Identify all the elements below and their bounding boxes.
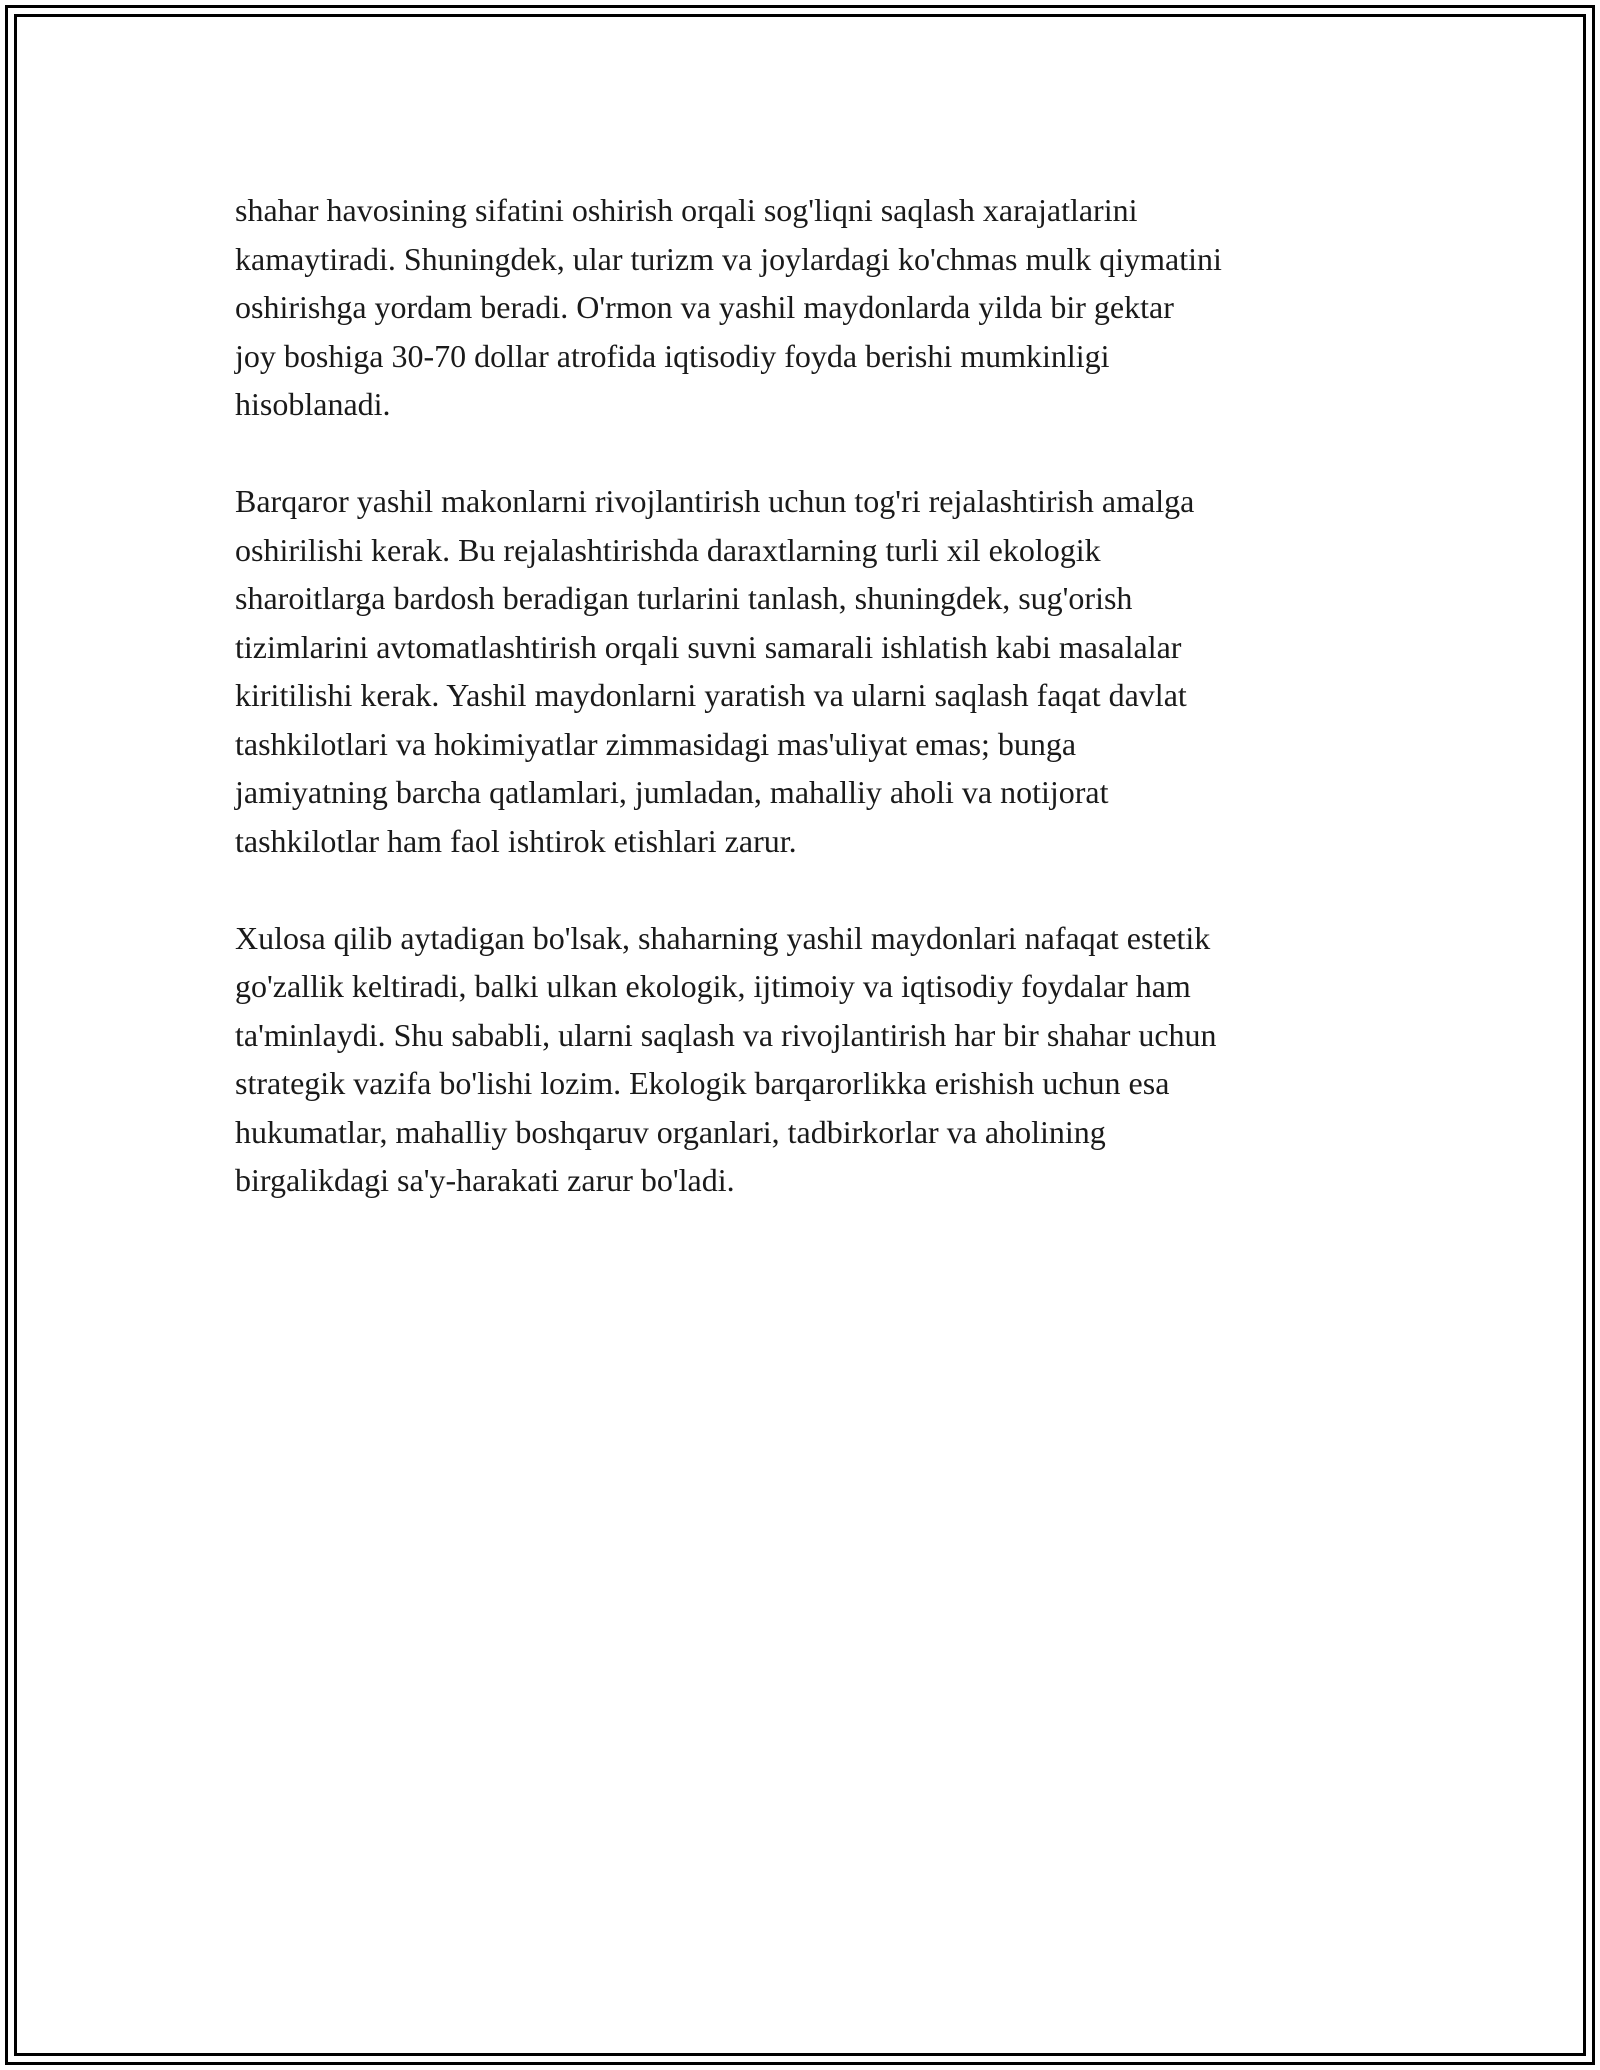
text-line: Xulosa qilib aytadigan bo'lsak, shaharning yashil maydonlari nafaqat estetik	[235, 919, 1211, 956]
text-line: hukumatlar, mahalliy boshqaruv organlari, tadbirkorlar va aholining	[235, 1113, 1106, 1150]
paragraph-3	[235, 914, 1395, 1205]
paragraph-1	[235, 186, 1395, 429]
text-line: jamiyatning barcha qatlamlari, jumladan, mahalliy aholi va notijorat	[235, 774, 1109, 810]
text-line: joy boshiga 30-70 dollar atrofida iqtisodiy foyda berishi mumkinligi	[235, 337, 1110, 374]
text-line: tashkilotlari va hokimiyatlar zimmasidagi mas'uliyat emas; bunga	[235, 725, 1077, 762]
text-line: strategik vazifa bo'lishi lozim. Ekologik barqarorlikka erishish uchun esa	[235, 1065, 1170, 1101]
text-line: go'zallik keltiradi, balki ulkan ekologik, ijtimoiy va iqtisodiy foydalar ham	[235, 968, 1191, 1004]
text-line: sharoitlarga bardosh beradigan turlarini tanlash, shuningdek, sug'orish	[235, 580, 1133, 616]
text-line: tizimlarini avtomatlashtirish orqali suvni samarali ishlatish kabi masalalar	[235, 628, 1182, 665]
text-line: ta'minlaydi. Shu sababli, ularni saqlash va rivojlantirish har bir shahar uchun	[235, 1016, 1217, 1053]
paragraph-2	[235, 477, 1395, 865]
text-line: birgalikdagi sa'y-harakati zarur bo'ladi.	[235, 1162, 735, 1198]
document-body	[235, 186, 1395, 1253]
text-line: kamaytiradi. Shuningdek, ular turizm va joylardagi ko'chmas mulk qiymatini	[235, 240, 1222, 277]
text-line: hisoblanadi.	[235, 386, 391, 422]
text-line: oshirilishi kerak. Bu rejalashtirishda daraxtlarning turli xil ekologik	[235, 531, 1101, 568]
text-line: tashkilotlar ham faol ishtirok etishlari zarur.	[235, 822, 797, 859]
text-line: kiritilishi kerak. Yashil maydonlarni yaratish va ularni saqlash faqat davlat	[235, 677, 1187, 713]
text-line: oshirishga yordam beradi. O'rmon va yashil maydonlarda yilda bir gektar	[235, 289, 1174, 325]
text-line: shahar havosining sifatini oshirish orqali sog'liqni saqlash xarajatlarini	[235, 192, 1138, 228]
text-line: Barqaror yashil makonlarni rivojlantirish uchun tog'ri rejalashtirish amalga	[235, 483, 1195, 519]
